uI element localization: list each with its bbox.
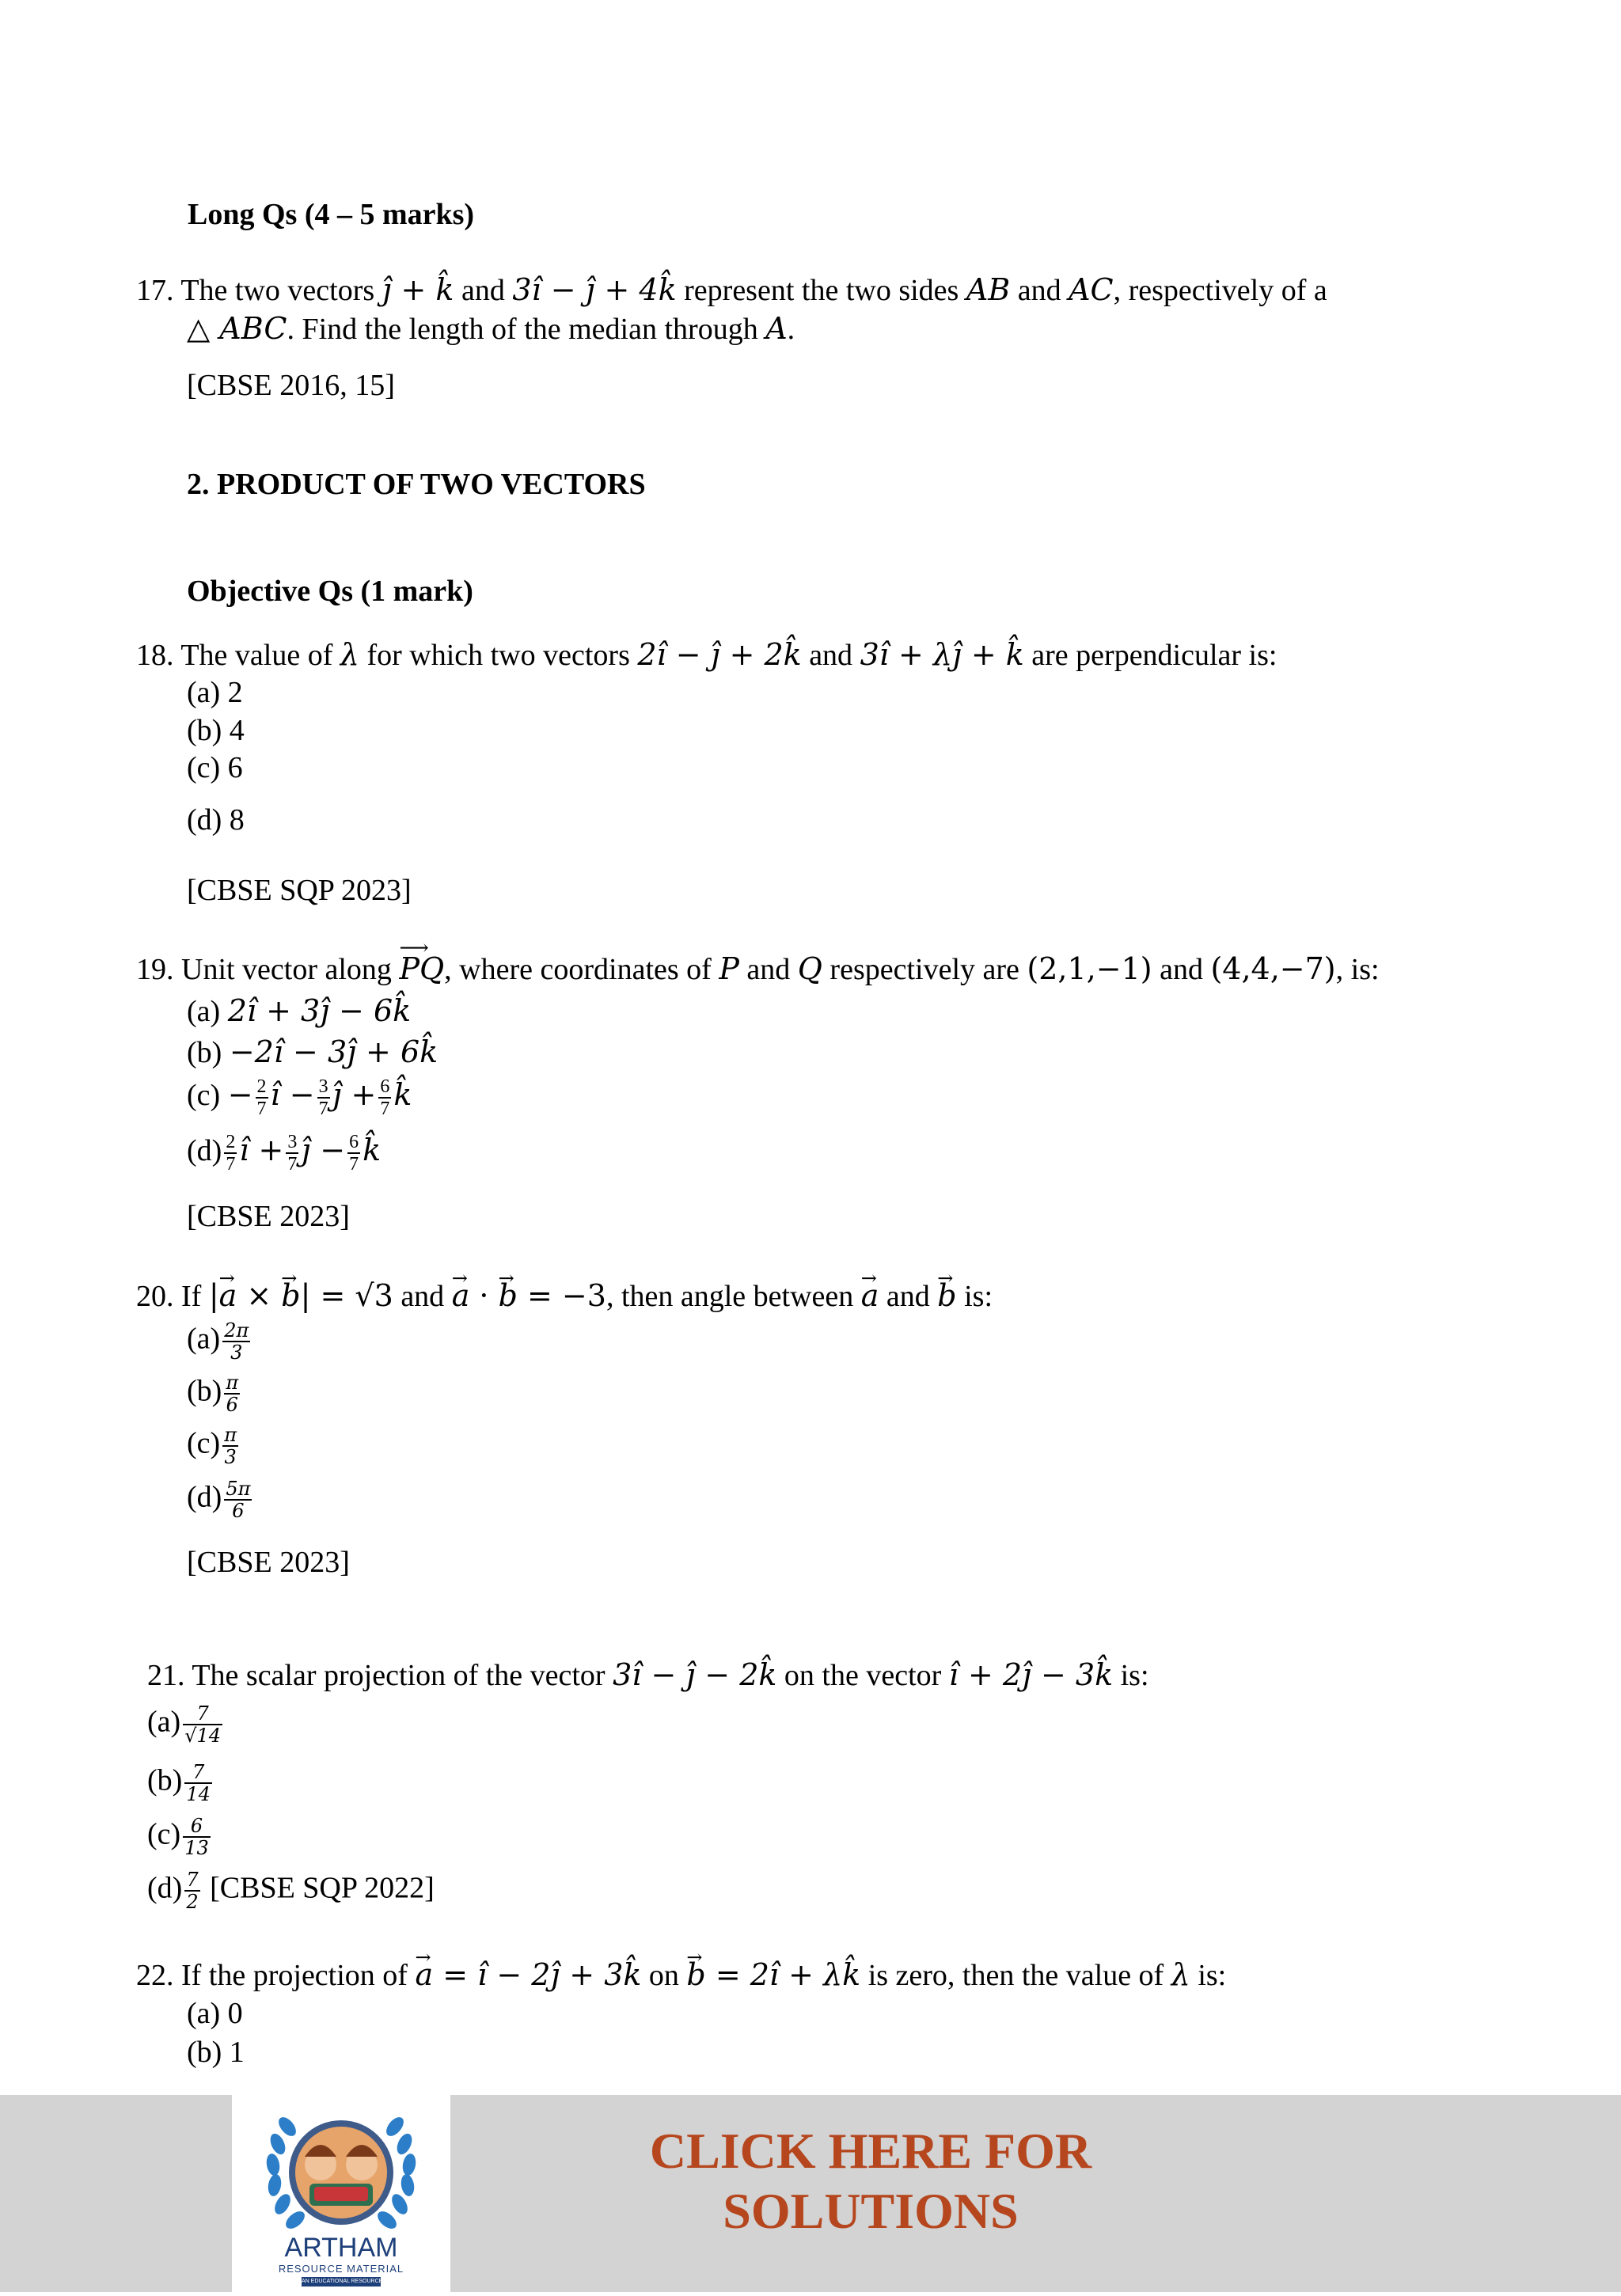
question-21: 21. The scalar projection of the vector 3î − ĵ − 2k̂ on the vector î + 2ĵ − 3k̂ is:	[147, 1657, 1149, 1692]
question-21-option-b: (b) $\frac{7}{14}$	[147, 1761, 211, 1805]
question-20-option-b: (b) $\frac{\pi}{6}$	[187, 1372, 239, 1416]
cta-line-1[interactable]: CLICK HERE FOR	[649, 2123, 1092, 2179]
logo-tagline-bar	[302, 2277, 381, 2287]
fraction: $\frac{2\pi}{3}$	[224, 1319, 249, 1364]
question-19-option-a: (a) 2î + 3ĵ − 6k̂	[187, 993, 412, 1028]
question-20: 20. If |→ a × → b| = √3 and → a · → b = −3, then angle between → a and → b is:	[136, 1277, 993, 1315]
question-21-source: [CBSE SQP 2022]	[210, 1871, 435, 1905]
question-20-option-c: (c) $\frac{\pi}{3}$	[187, 1424, 237, 1468]
fraction: $\frac{3}{7}$	[287, 1132, 298, 1175]
question-18-option-d: (d) 8	[187, 803, 245, 837]
question-17: 17. The two vectors ĵ + k̂ and 3î − ĵ + 4k̂ represent the two sides AB and AC, respectively of a	[136, 272, 1327, 307]
logo-name: ARTHAM	[284, 2233, 398, 2263]
question-22-option-b: (b) 1	[187, 2036, 245, 2069]
fraction: $\frac{3}{7}$	[318, 1076, 328, 1120]
question-20-option-d: (d) $\frac{5\pi}{6}$	[187, 1478, 251, 1522]
fraction: $\frac{6}{7}$	[380, 1076, 390, 1120]
fraction: $\frac{7}{14}$	[186, 1761, 211, 1805]
fraction: $\frac{7}{2}$	[186, 1869, 199, 1913]
objective-questions-heading: Objective Qs (1 mark)	[187, 575, 473, 608]
fraction: $\frac{5\pi}{6}$	[226, 1478, 251, 1522]
question-22: 22. If the projection of → a = î − 2ĵ + 3k̂ on → b = 2î + λk̂ is zero, then the value of λ is:	[136, 1956, 1226, 1994]
fraction: $\frac{\pi}{6}$	[226, 1372, 239, 1416]
question-19: 19. Unit vector along ⟶ PQ, where coordinates of P and Q respectively are (2,1,−1) and (4,4,−7), is:	[136, 951, 1380, 988]
logo-subtitle: RESOURCE MATERIAL	[278, 2263, 404, 2275]
question-20-source: [CBSE 2023]	[187, 1546, 350, 1579]
question-20-option-a: (a) $\frac{2\pi}{3}$	[187, 1319, 249, 1364]
artham-logo	[232, 2095, 450, 2292]
fraction: $\frac{7}{√14}$	[184, 1702, 222, 1747]
question-18-option-b: (b) 4	[187, 714, 245, 747]
question-18: 18. The value of λ for which two vectors 2î − ĵ + 2k̂ and 3î + λĵ + k̂ are perpendicular is:	[136, 637, 1277, 672]
question-18-option-c: (c) 6	[187, 751, 243, 784]
fraction: $\frac{2}{7}$	[226, 1132, 236, 1175]
question-18-source: [CBSE SQP 2023]	[187, 874, 412, 907]
question-18-option-a: (a) 2	[187, 676, 243, 709]
fraction: $\frac{\pi}{3}$	[224, 1424, 237, 1468]
question-22-option-a: (a) 0	[187, 1997, 243, 2030]
question-19-source: [CBSE 2023]	[187, 1200, 350, 1233]
question-21-option-c: (c) $\frac{6}{13}$	[147, 1815, 209, 1859]
chapter-heading: 2. PRODUCT OF TWO VECTORS	[187, 468, 646, 501]
question-17-line2: △ ABC. Find the length of the median through A.	[187, 311, 795, 346]
logo-tagline: AN EDUCATIONAL RESOURCE	[302, 2279, 383, 2284]
question-17-source: [CBSE 2016, 15]	[187, 369, 395, 402]
question-21-option-a: (a) $\frac{7}{√14}$	[147, 1702, 222, 1747]
question-19-option-b: (b) −2î − 3ĵ + 6k̂	[187, 1034, 438, 1069]
fraction: $\frac{6}{13}$	[184, 1815, 209, 1859]
click-for-solutions-link[interactable]	[554, 2121, 1187, 2241]
fraction: $\frac{2}{7}$	[256, 1076, 267, 1120]
long-questions-heading: Long Qs (4 – 5 marks)	[188, 198, 475, 231]
question-21-option-d: (d) $\frac{7}{2}$ [CBSE SQP 2022]	[147, 1869, 435, 1913]
question-19-option-d: (d) $\frac{2}{7}$ î + $\frac{3}{7}$ ĵ − $\frac{6}{7}$ k̂	[187, 1132, 382, 1175]
question-19-option-c: (c) − $\frac{2}{7}$ î − $\frac{3}{7}$ ĵ + $\frac{6}{7}$ k̂	[187, 1076, 412, 1120]
fraction: $\frac{6}{7}$	[349, 1132, 359, 1175]
cta-line-2[interactable]: SOLUTIONS	[723, 2183, 1019, 2239]
